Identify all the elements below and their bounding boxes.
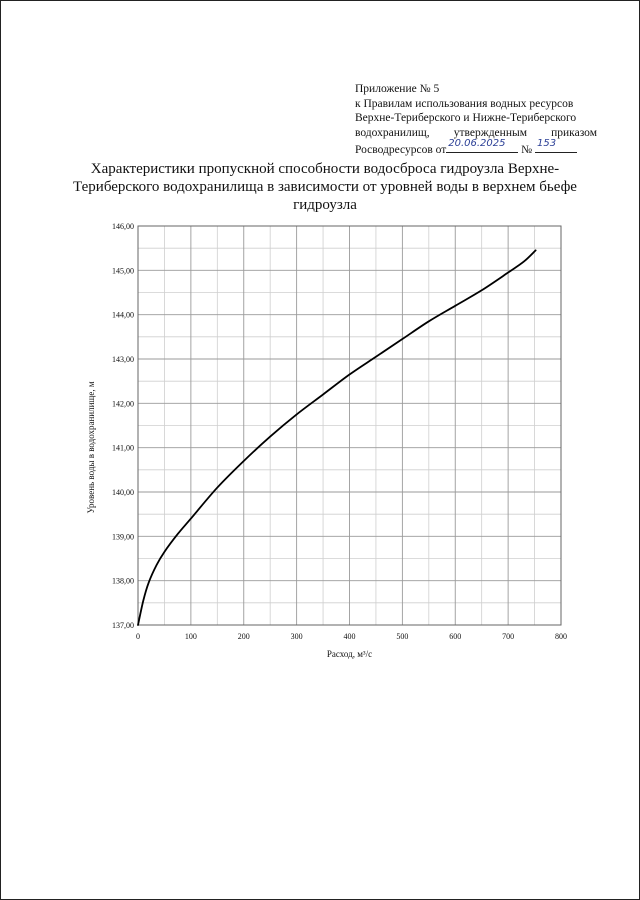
header-word: водохранилищ, (355, 126, 430, 139)
x-tick-label: 300 (290, 632, 303, 641)
number-label: № (521, 144, 533, 157)
x-tick-label: 0 (136, 632, 140, 641)
y-tick-label: 140,00 (112, 488, 134, 497)
header-line-3: Верхне-Териберского и Нижне-Териберского (355, 112, 577, 125)
appendix-number: Приложение № 5 (355, 83, 440, 95)
x-tick-label: 600 (449, 632, 462, 641)
x-tick-label: 500 (396, 632, 409, 641)
y-tick-label: 139,00 (112, 532, 134, 542)
y-tick-label: 145,00 (112, 266, 134, 276)
x-tick-label: 400 (343, 632, 356, 641)
y-tick-label: 144,00 (112, 310, 134, 320)
header-word: утвержденным (453, 126, 527, 139)
x-axis-label: Расход, м³/с (326, 649, 373, 659)
y-tick-label: 138,00 (112, 576, 134, 586)
handwritten-date: 20.06.2025 (448, 138, 506, 150)
x-tick-label: 100 (184, 632, 197, 641)
y-tick-label: 142,00 (112, 399, 134, 409)
header-word: приказом (551, 126, 597, 139)
y-tick-label: 137,00 (112, 621, 134, 630)
y-tick-label: 146,00 (112, 222, 134, 231)
x-tick-label: 200 (237, 632, 250, 641)
series-line (138, 250, 536, 625)
handwritten-number: 153 (536, 138, 557, 150)
chart-title: Характеристики пропускной способности водосброса гидроузла Верхне-Териберского водохранилища в зависимости от уровней воды в верхнем бьефе гидроузла (73, 161, 577, 213)
y-axis-label: Уровень воды в водохранилище, м (86, 381, 96, 514)
header-line-2: к Правилам использования водных ресурсов (355, 97, 574, 110)
order-prefix: Росводресурсов от (355, 144, 447, 157)
x-tick-label: 800 (555, 632, 567, 641)
y-tick-label: 141,00 (112, 443, 134, 453)
y-tick-label: 143,00 (112, 355, 134, 364)
x-tick-label: 700 (502, 632, 515, 641)
